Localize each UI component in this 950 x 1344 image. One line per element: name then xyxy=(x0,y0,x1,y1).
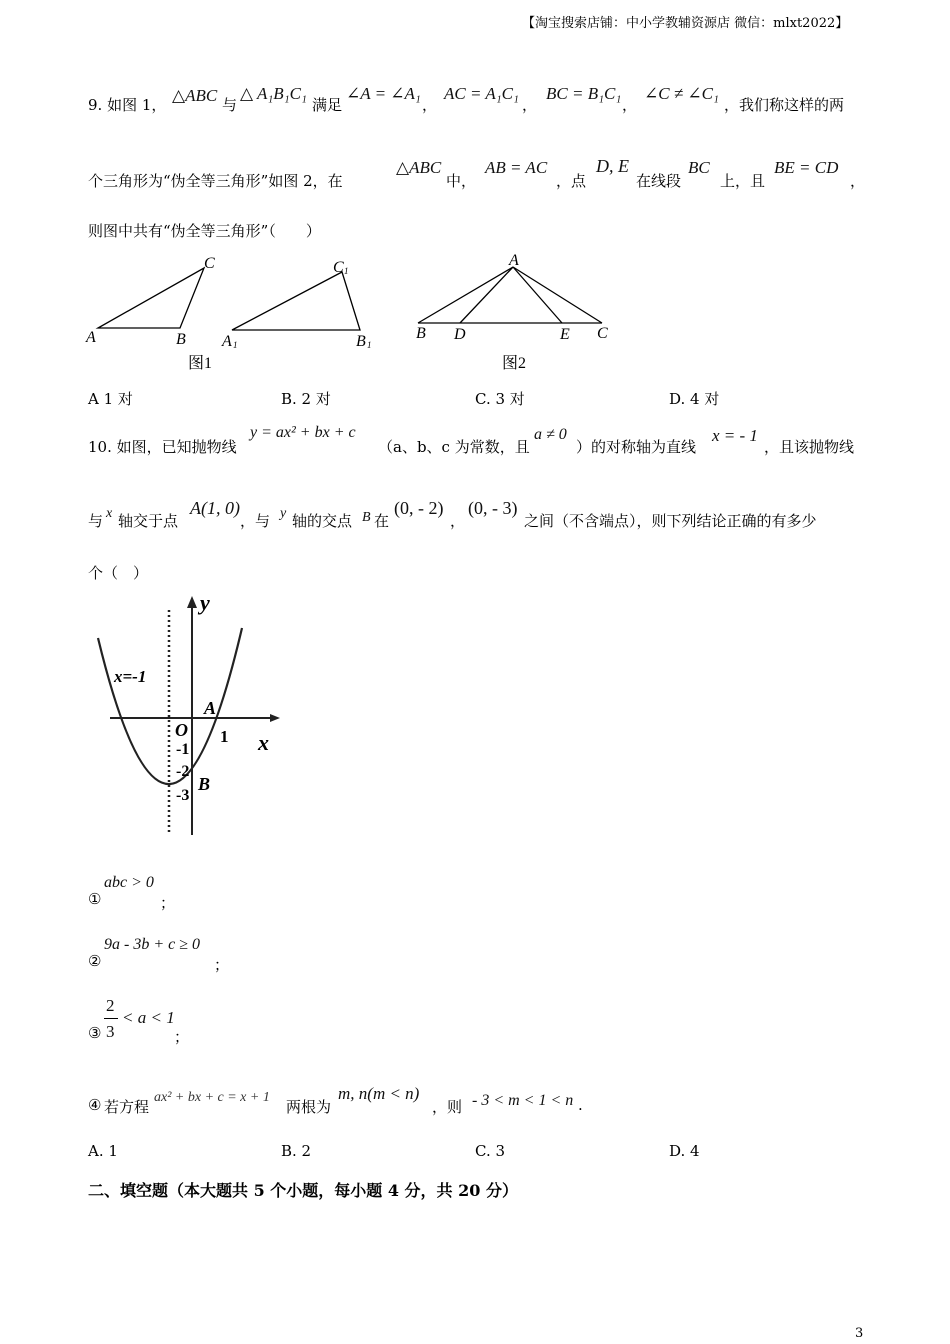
q9-l2-point: ，点 xyxy=(556,172,587,190)
q10-option-d: D. 4 xyxy=(669,1142,700,1160)
page-number: 3 xyxy=(855,1326,864,1341)
statement-3-frac-top: 2 xyxy=(106,996,115,1015)
fig1b-sub-a: 1 xyxy=(233,340,238,350)
fig2-label-b: B xyxy=(416,325,426,342)
fig2-caption: 图2 xyxy=(502,355,527,372)
graph-y-arrow xyxy=(187,596,197,608)
q9-sep1: ， xyxy=(422,96,438,114)
q9-cond3: BC = B₁C₁ xyxy=(546,84,622,103)
graph-one-label: 1 xyxy=(220,727,229,746)
q10-option-b: B. 2 xyxy=(281,1142,312,1160)
statement-3-frac-bot: 3 xyxy=(106,1022,115,1041)
fig1b-sub-c: 1 xyxy=(344,266,349,276)
statement-3-expr: < a < 1 xyxy=(122,1008,175,1027)
q10-l2-x: x xyxy=(106,506,113,521)
section-2-heading: 二、填空题（本大题共 5 个小题，每小题 4 分，共 20 分） xyxy=(88,1181,518,1200)
q10-l2-b: B xyxy=(362,510,371,525)
graph-origin-label: O xyxy=(175,720,188,740)
graph-tick-m1: -1 xyxy=(176,741,190,758)
q10-parabola-graph xyxy=(90,590,290,840)
graph-a-label: A xyxy=(204,698,217,718)
statement-4-eq: ax² + bx + c = x + 1 xyxy=(154,1090,270,1105)
fig1b-triangle xyxy=(232,272,360,330)
q10-l2-t3: ，与 xyxy=(240,512,271,530)
q9-cond1: ∠A = ∠A₁ xyxy=(346,84,421,103)
fig2-side-ac xyxy=(513,267,602,323)
q9-l2-mid: 中， xyxy=(446,172,477,190)
graph-x-label: x xyxy=(258,730,269,755)
fig2-label-d: D xyxy=(454,326,466,343)
q10-axis-eq: x = - 1 xyxy=(712,426,758,445)
q9-l2-bc: BC xyxy=(688,158,710,177)
q9-sep2: ， xyxy=(522,96,538,114)
q9-l2-end: ， xyxy=(850,172,866,190)
q10-l2-t6: ， xyxy=(450,512,466,530)
page-header: 【淘宝搜索店铺：中小学教辅资源店 微信：mlxt2022】 xyxy=(522,16,849,31)
q9-cond2: AC = A₁C₁ xyxy=(444,84,519,103)
statement-3-frac-bar xyxy=(104,1018,118,1019)
fig1b-label-c: C xyxy=(333,259,344,276)
fig1-triangle xyxy=(98,268,204,328)
statement-1-end: ； xyxy=(160,894,176,912)
statement-2-num: ② xyxy=(88,952,102,970)
statement-4-t3: ，则 xyxy=(432,1098,463,1116)
q9-option-b: B. 2 对 xyxy=(281,390,331,408)
q9-l2-de: D, E xyxy=(596,156,629,176)
statement-1-expr: abc > 0 xyxy=(104,874,154,891)
q10-point-a: A(1, 0) xyxy=(190,498,240,518)
graph-axis-label: x=-1 xyxy=(114,667,147,686)
q10-l2-y: y xyxy=(280,506,287,521)
graph-b-label: B xyxy=(198,774,211,794)
q10-prefix: 10. 如图，已知抛物线 xyxy=(88,438,237,456)
q9-option-c: C. 3 对 xyxy=(475,390,525,408)
q10-point-03: (0, - 3) xyxy=(468,498,518,518)
q9-l2-tri: △ABC xyxy=(396,158,442,177)
q9-tri1: △ABC xyxy=(172,86,218,105)
q9-line-3: 则图中共有“伪全等三角形”（ ） xyxy=(88,222,321,240)
fig2-label-a: A xyxy=(509,252,519,269)
q9-l2-text1: 个三角形为“伪全等三角形”如图 2，在 xyxy=(88,172,343,190)
q9-satisfy: 满足 xyxy=(312,96,343,114)
q10-paren: （a、b、c 为常数，且 xyxy=(378,438,530,456)
fig1-label-b: B xyxy=(176,331,186,348)
q10-equation: y = ax² + bx + c xyxy=(250,424,356,441)
fig2-label-c: C xyxy=(597,325,608,342)
q10-tail: ，且该抛物线 xyxy=(764,438,855,456)
statement-3-end: ； xyxy=(174,1028,190,1046)
q9-and: 与 xyxy=(222,96,238,114)
fig2-seg-ae xyxy=(513,267,562,323)
statement-4-end: . xyxy=(578,1096,583,1114)
graph-tick-m3: -3 xyxy=(176,787,190,804)
statement-4-ineq: - 3 < m < 1 < n xyxy=(472,1092,574,1109)
fig1-caption: 图1 xyxy=(188,355,213,372)
q10-axis-text: ）的对称轴为直线 xyxy=(576,438,697,456)
q9-option-d: D. 4 对 xyxy=(669,390,720,408)
q9-sep3: ， xyxy=(622,96,638,114)
fig1-label-a: A xyxy=(86,329,96,346)
graph-y-label: y xyxy=(200,590,210,615)
q9-tail: ，我们称这样的两 xyxy=(724,96,845,114)
statement-4-t2: 两根为 xyxy=(286,1098,332,1116)
q9-option-a: A 1 对 xyxy=(88,390,133,408)
statement-4-t1: 若方程 xyxy=(104,1098,150,1116)
q10-l2-t4: 轴的交点 xyxy=(292,512,353,530)
fig2-seg-ad xyxy=(460,267,513,323)
statement-1-num: ① xyxy=(88,890,102,908)
statement-4-roots: m, n(m < n) xyxy=(338,1084,420,1103)
q9-prefix: 9. 如图 1， xyxy=(88,96,167,114)
statement-2-end: ； xyxy=(214,956,230,974)
fig1b-label-a: A xyxy=(222,333,232,350)
fig1-label-c: C xyxy=(204,255,215,272)
graph-tick-m2: -2 xyxy=(176,763,190,780)
q10-option-a: A. 1 xyxy=(88,1142,118,1160)
fig1b-label-b: B xyxy=(356,333,366,350)
statement-2-expr: 9a - 3b + c ≥ 0 xyxy=(104,936,201,953)
statement-3-num: ③ xyxy=(88,1024,102,1042)
q10-l2-t2: 轴交于点 xyxy=(118,512,179,530)
q10-point-02: (0, - 2) xyxy=(394,498,444,518)
q10-l2-t5: 在 xyxy=(374,512,390,530)
fig1b-sub-b: 1 xyxy=(367,340,372,350)
q9-l2-on: 在线段 xyxy=(636,172,682,190)
q9-l2-on2: 上，且 xyxy=(720,172,766,190)
q9-cond4: ∠C ≠ ∠C₁ xyxy=(644,84,719,103)
fig2-label-e: E xyxy=(560,326,570,343)
q9-l2-be: BE = CD xyxy=(774,158,839,177)
q10-ne: a ≠ 0 xyxy=(534,426,567,443)
q9-l2-eq: AB = AC xyxy=(485,158,548,177)
q10-option-c: C. 3 xyxy=(475,1142,506,1160)
graph-x-arrow xyxy=(270,714,280,722)
fig2-side-ab xyxy=(418,267,513,323)
q10-line-3: 个（ ） xyxy=(88,564,149,582)
q9-tri2: △ A₁B₁C₁ xyxy=(240,84,307,103)
statement-4-num: ④ xyxy=(88,1096,102,1114)
q10-l2-t1: 与 xyxy=(88,512,104,530)
q10-l2-t7: 之间（不含端点），则下列结论正确的有多少 xyxy=(524,512,817,530)
q9-figures xyxy=(80,250,640,375)
